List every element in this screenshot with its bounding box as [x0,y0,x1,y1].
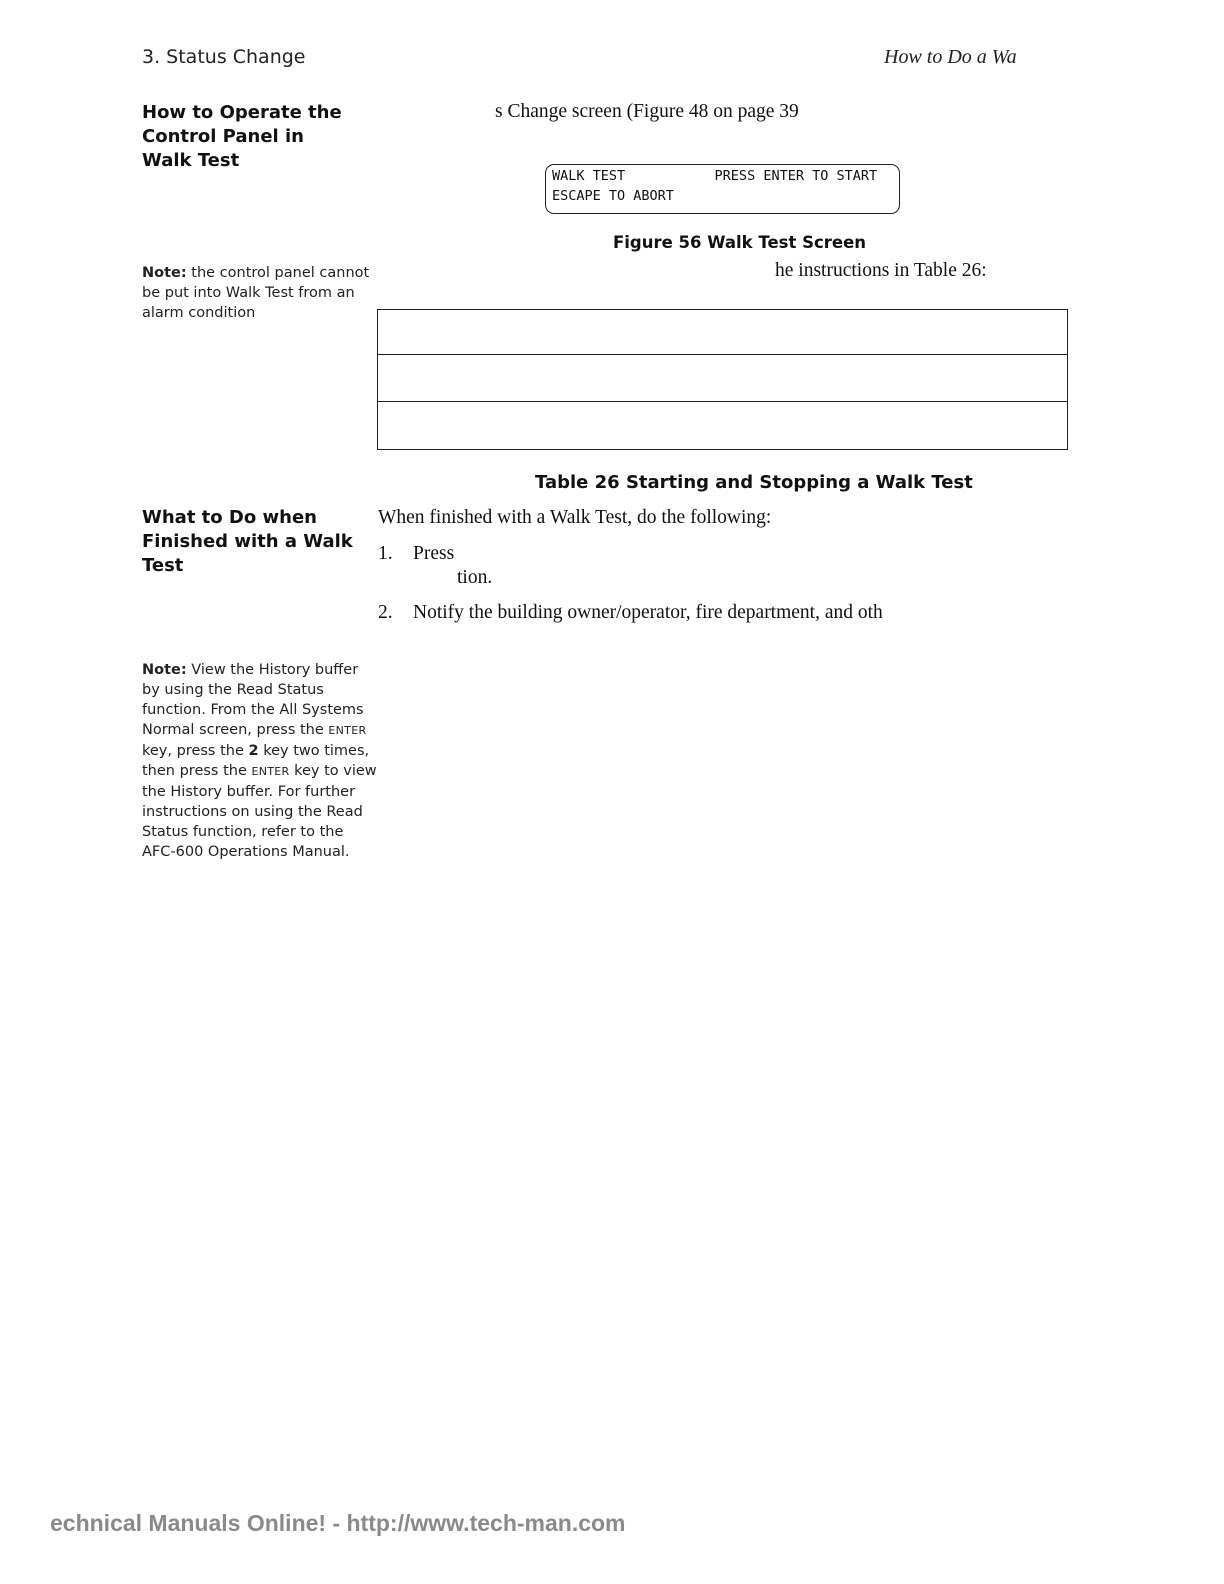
note-text: key to view [294,763,377,779]
note-line: function. From the All Systems [142,702,364,718]
heading-line: What to Do when [142,507,317,528]
heading-line: Test [142,555,184,576]
figure-caption: Figure 56 Walk Test Screen [613,233,867,252]
section-heading-finished [142,506,353,578]
note-text: the control panel cannot [191,265,370,281]
note-line: alarm condition [142,305,256,321]
table-caption: Table 26 Starting and Stopping a Walk Test [535,472,973,493]
note-line: instructions on using the Read [142,804,363,820]
note-line [142,263,370,283]
step-number: 2. [378,602,393,623]
heading-line: Finished with a Walk [142,531,353,552]
key-number: 2 [248,743,259,759]
finished-intro-text: When finished with a Walk Test, do the following: [378,507,772,528]
heading-line: How to Operate the [142,102,342,123]
running-header-chapter: 3. Status Change [142,46,306,68]
note-line [142,720,367,741]
heading-line: Control Panel in [142,126,304,147]
table-intro-text: he instructions in Table 26: [775,260,987,281]
heading-line: Walk Test [142,150,240,171]
lcd-line-1: WALK TEST PRESS ENTER TO START [552,168,878,184]
step-text: Notify the building owner/operator, fire department, and oth [413,602,883,623]
note-line [142,741,370,761]
side-note-walk-test [142,263,370,323]
note-text: key, press the [142,743,244,759]
lcd-screen [545,164,900,214]
table-cell [378,402,1068,450]
table-row [378,355,1068,402]
note-line: be put into Walk Test from an [142,285,355,301]
note-line: Status function, refer to the [142,824,344,840]
table-cell [378,310,1068,355]
key-name: ENTER [328,724,367,737]
note-line [142,660,362,680]
note-text: then press the [142,763,247,779]
note-line: by using the Read Status [142,682,324,698]
section-heading-operate [142,101,347,173]
walk-test-table [377,309,1068,450]
note-line: the History buffer. For further [142,784,356,800]
key-name: ENTER [251,765,290,778]
step-continuation: tion. [457,567,493,588]
operate-intro-text: s Change screen (Figure 48 on page 39 [495,101,799,122]
note-text: View the History buffer [191,662,359,678]
note-label: Note: [142,265,187,281]
lcd-line-2: ESCAPE TO ABORT [552,188,674,204]
running-header-section: How to Do a Wa [884,46,1017,68]
step-text: Press [413,543,455,564]
note-line [142,761,377,782]
note-line: AFC-600 Operations Manual. [142,844,350,860]
table-row [378,310,1068,355]
footer-watermark: echnical Manuals Online! - http://www.tech-man.com [50,1510,626,1536]
step-number: 1. [378,543,393,564]
note-text: Normal screen, press the [142,722,324,738]
table-row [378,402,1068,450]
note-label: Note: [142,662,187,678]
table-cell [378,355,1068,402]
note-text: key two times, [263,743,370,759]
side-note-history [142,660,377,862]
